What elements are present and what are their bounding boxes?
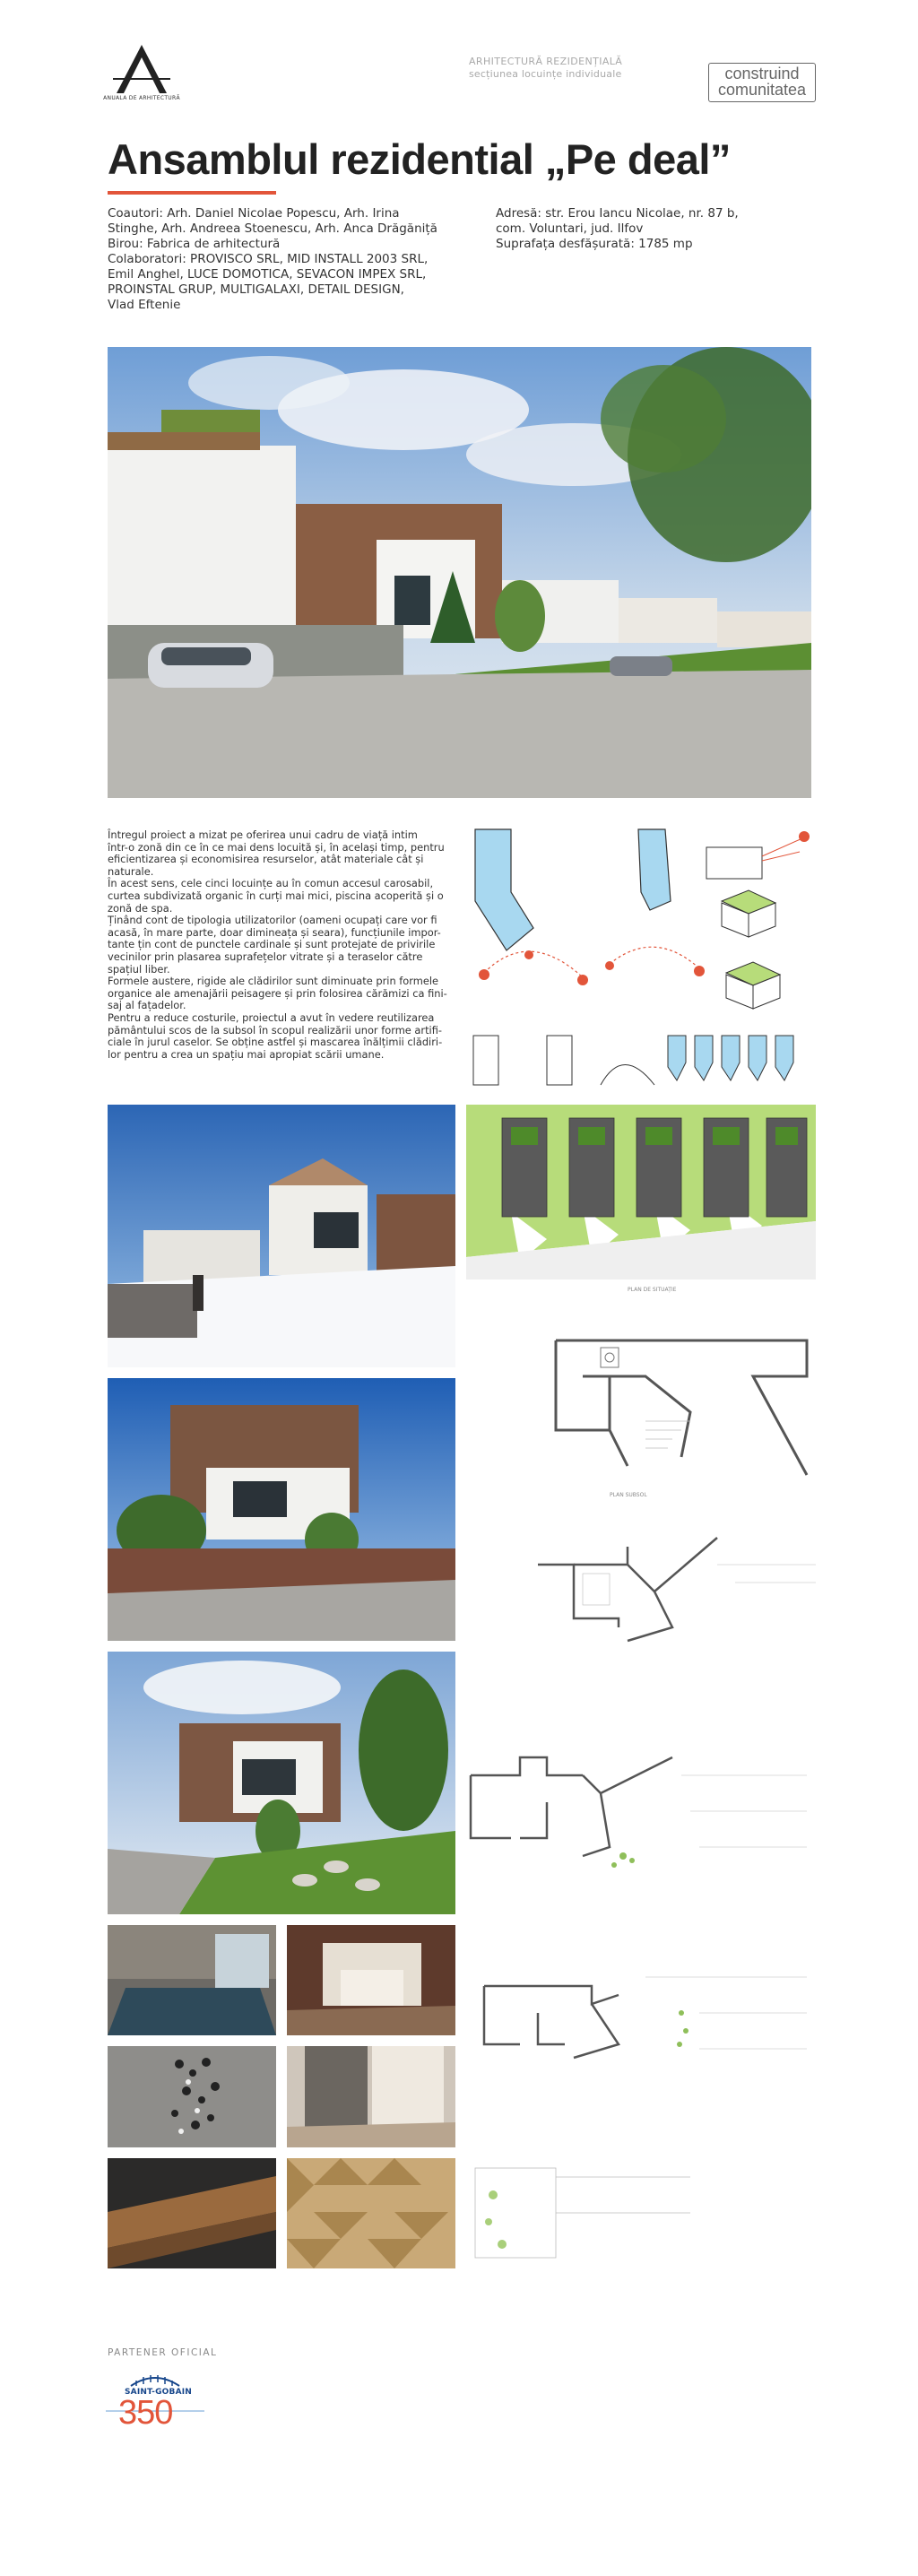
description-line: zonă de spa. xyxy=(108,901,173,915)
description-line: vecinilor prin plasarea suprafețelor vitrate și a teraselor către xyxy=(108,950,423,963)
description-line: lor pentru a crea un spațiu mai apropiat scării umane. xyxy=(108,1047,385,1061)
description-line: spațiul liber. xyxy=(108,962,170,976)
address-line: Adresă: str. Erou Iancu Nicolae, nr. 87 b, xyxy=(496,206,739,221)
description-line: acasă, în mare parte, doar dimineața și seara), funcțiunile impor- xyxy=(108,925,441,939)
built-area: Suprafața desfășurată: 1785 mp xyxy=(496,237,693,251)
project-description xyxy=(108,829,459,1061)
credit-line: Birou: Fabrica de arhitectură xyxy=(108,237,281,251)
ground-floor-plan-drawing xyxy=(538,1529,816,1650)
indoor-pool-photo xyxy=(108,1925,276,2035)
sponsor-anniversary-number: 350 xyxy=(118,2394,173,2432)
description-line: organice ale amenajării peisagere și prin folosirea cărămizi ca fini- xyxy=(108,986,447,1000)
description-line: Ținând cont de tipologia utilizatorilor (oameni ocupați care vor fi xyxy=(108,914,437,927)
credit-line: Emil Anghel, LUCE DOMOTICA, SEVACON IMPEX SRL, xyxy=(108,267,427,282)
hero-photo xyxy=(108,347,811,798)
description-line: într-o zonă din ce în ce mai dens locuită și, în același timp, pentru xyxy=(108,840,445,854)
credit-line: Coautori: Arh. Daniel Nicolae Popescu, Arh. Irina xyxy=(108,206,400,221)
address-line: com. Voluntari, jud. Ilfov xyxy=(496,221,644,236)
credit-line: Colaboratori: PROVISCO SRL, MID INSTALL 2003 SRL, xyxy=(108,252,429,266)
basement-plan-drawing xyxy=(547,1331,816,1488)
description-line: Formele austere, rigide ale clădirilor sunt diminuate prin formele xyxy=(108,975,439,988)
badge-line-1: construind xyxy=(724,65,800,82)
wood-panel-photo xyxy=(287,2158,455,2268)
roof-plan-drawing xyxy=(466,2159,699,2276)
description-line: tante țin cont de punctele cardinale și sunt protejate de privirile xyxy=(108,938,436,951)
curtain-room-photo xyxy=(287,2046,455,2147)
section-heading xyxy=(469,56,622,81)
credit-line: PROINSTAL GRUP, MULTIGALAXI, DETAIL DESIGN, xyxy=(108,282,404,297)
description-line: ciale în jurul caselor. Se obține astfel și mascarea înălțimii clădiri- xyxy=(108,1036,443,1049)
description-line: naturale. xyxy=(108,864,154,878)
logo-text: ANUALA DE ARHITECTURĂ xyxy=(103,95,180,101)
description-line: eficientizarea și economisirea resurselor, atât materiale cât și xyxy=(108,853,424,866)
concept-diagrams xyxy=(466,820,816,1094)
brick-house-photo xyxy=(108,1378,455,1641)
description-line: Pentru a reduce costurile, proiectul a avut în vedere reutilizarea xyxy=(108,1010,435,1024)
credit-line: Stinghe, Arh. Andreea Stoenescu, Arh. Anca Drăgăniță xyxy=(108,221,437,236)
section-subcategory: secțiunea locuințe individuale xyxy=(469,68,622,80)
site-plan-caption: PLAN DE SITUAȚIE xyxy=(628,1287,677,1293)
description-line: Întregul proiect a mizat pe oferirea unui cadru de viață intim xyxy=(108,828,418,841)
winter-photo xyxy=(108,1105,455,1367)
project-credits xyxy=(108,206,457,313)
description-line: curtea subdivizată organic în curți mai mici, piscina acoperită și o xyxy=(108,889,444,902)
garden-photo xyxy=(108,1652,455,1914)
badge-line-2: comunitatea xyxy=(717,81,807,99)
description-line: saj al fațadelor. xyxy=(108,999,186,1012)
basement-plan-caption: PLAN SUBSOL xyxy=(610,1492,647,1498)
partner-label: PARTENER OFICIAL xyxy=(108,2347,218,2358)
project-title: Ansamblul rezidential „Pe deal” xyxy=(108,135,731,183)
sponsor-name: SAINT-GOBAIN xyxy=(125,2388,193,2397)
living-room-photo xyxy=(287,1925,455,2035)
project-address xyxy=(496,206,783,252)
site-plan-drawing xyxy=(466,1105,816,1279)
section-category: ARHITECTURĂ REZIDENȚIALĂ xyxy=(469,56,623,67)
description-line: În acest sens, cele cinci locuințe au în comun accesul carosabil, xyxy=(108,877,434,890)
stone-pattern-photo xyxy=(108,2046,276,2147)
first-floor-plan-drawing xyxy=(466,1739,816,1883)
stairs-detail-photo xyxy=(108,2158,276,2268)
description-line: pământului scos de la subsol în scopul realizării unor forme artifi- xyxy=(108,1023,443,1036)
credit-line: Vlad Eftenie xyxy=(108,298,181,312)
title-accent-rule xyxy=(108,191,276,195)
second-floor-plan-drawing xyxy=(466,1959,816,2076)
construind-comunitatea-badge xyxy=(708,63,816,102)
